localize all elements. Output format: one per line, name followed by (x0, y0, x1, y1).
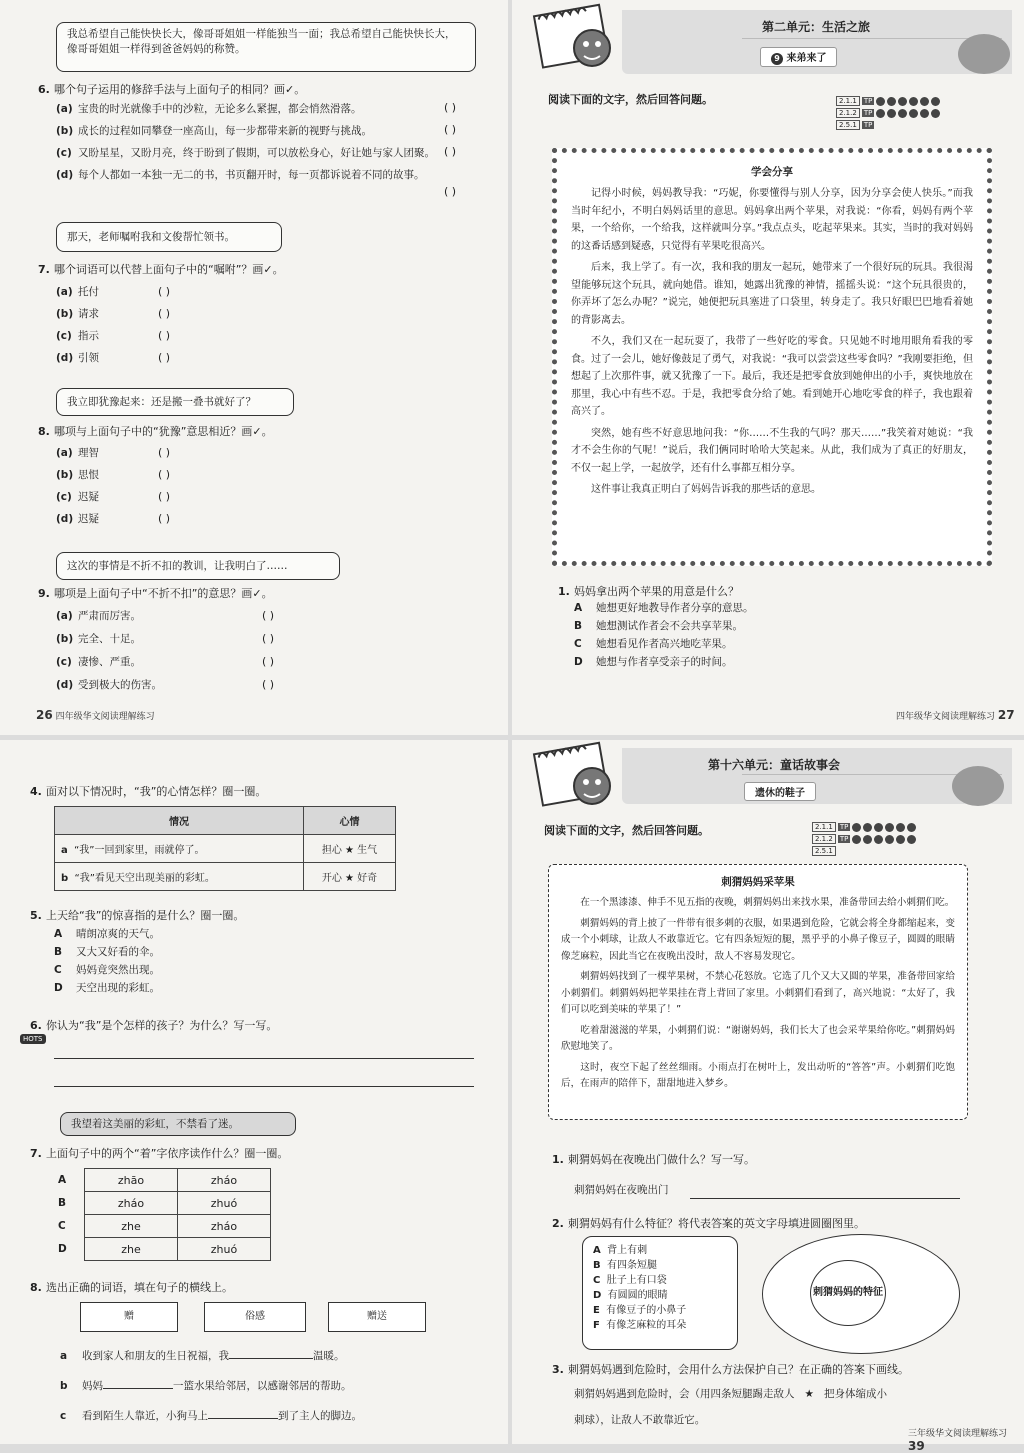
question-number: 3. (552, 1363, 564, 1376)
option-label: (a) (56, 286, 73, 298)
option-text: 有四条短腿 (606, 1260, 657, 1271)
quote-box (60, 1112, 296, 1136)
question-number: 8. (30, 1281, 42, 1294)
situation-text: “我”看见天空出现美丽的彩虹。 (74, 873, 215, 884)
question-text: 选出正确的词语，填在句子的横线上。 (46, 1281, 233, 1294)
question-1 (552, 1152, 992, 1167)
tp-label: TP (839, 823, 849, 831)
answer-line[interactable] (54, 1058, 474, 1059)
row-label: b (61, 873, 69, 884)
option (56, 656, 141, 670)
option-text: 引领 (78, 352, 99, 364)
option-label: D (574, 656, 583, 668)
blank-line[interactable] (229, 1358, 313, 1359)
option-label: (c) (56, 491, 72, 503)
story-title: 刺猬妈妈采苹果 (721, 876, 795, 888)
page-number: 27 (997, 708, 1015, 722)
mood-options[interactable]: 开心 ★ 好奇 (304, 863, 396, 891)
option[interactable] (574, 620, 743, 634)
sentence-pre: 妈妈 (82, 1380, 103, 1392)
question-number: 8. (38, 425, 50, 438)
option-label: (b) (56, 125, 74, 137)
fill-sentence (60, 1350, 345, 1364)
option-label: A (58, 1174, 67, 1186)
answer-paren[interactable]: ( ) (262, 632, 275, 645)
story-paragraph: 刺猬妈妈找到了一棵苹果树，不禁心花怒放。它选了几个又大又圆的苹果，准备带回家给小刺猬们。刺猬妈妈把苹果挂在背上背回了家里。小刺猬们看到了，高兴地说：“太好了，我们可以吃到美味的苹果了！” (561, 971, 955, 1016)
quote-text: 这次的事情是不折不扣的教训，让我明白了…… (67, 560, 288, 572)
option-label: (b) (56, 308, 74, 320)
sentence-part[interactable]: 刺猬妈妈遇到危险时，会（用四条短腿踢走敌人 (574, 1388, 795, 1400)
tp-code: 2.1.1 (812, 822, 836, 832)
option (593, 1273, 727, 1288)
answer-paren[interactable]: ( ) (444, 145, 457, 158)
option (56, 330, 99, 344)
tp-bar-1 (812, 822, 916, 832)
answer-sentence (574, 1388, 994, 1402)
option-label: B (574, 620, 583, 632)
option-label: E (593, 1305, 600, 1316)
mascot-icon (532, 740, 628, 818)
story-paragraph: 这件事让我真正明白了妈妈告诉我的那些话的意思。 (591, 484, 821, 496)
question-number: 2. (552, 1217, 564, 1230)
blank-line[interactable] (103, 1388, 173, 1389)
page-27 (512, 0, 1024, 735)
fill-sentence (60, 1380, 352, 1394)
option (593, 1303, 727, 1318)
option (56, 352, 99, 366)
unit-title: 第十六单元：童话故事会 (708, 758, 841, 772)
answer-paren[interactable]: ( ) (158, 446, 171, 459)
tomato-icon (958, 34, 1010, 74)
story-paragraph: 不久，我们又在一起玩耍了，我带了一些好吃的零食。只见她不时地用眼角看我的零食。过了一会儿，她好像鼓足了勇气，对我说：“我可以尝尝这些零食吗？”我刚要拒绝，但想起了上次那件事，就又犹豫了一下。最后，我还是把零食放到她伸出的小手，爽快地放在那里，我心中有些不忍。于是，我把零食分给了她。看到她开心地吃零食的样子，我也跟着高兴了。 (571, 336, 973, 418)
answer-paren[interactable]: ( ) (262, 655, 275, 668)
tp-bar-3 (812, 846, 836, 856)
option-label: A (593, 1245, 601, 1256)
feature-options-box (582, 1236, 738, 1350)
page-footer (36, 708, 155, 722)
option-label: C (58, 1220, 66, 1232)
option-label: F (593, 1320, 600, 1331)
option-text: 宝贵的时光就像手中的沙粒，无论多么紧握，都会悄然滑落。 (78, 103, 362, 115)
option-label: (a) (56, 610, 73, 622)
option-label: (c) (56, 330, 72, 342)
option-text: 严肃而厉害。 (78, 610, 141, 622)
question-number: 1. (552, 1153, 564, 1166)
mood-table (54, 806, 396, 891)
tp-label: TP (863, 97, 873, 105)
lesson-title: 遗休的鞋子 (744, 782, 816, 801)
option-text: 她想与作者享受亲子的时间。 (596, 656, 733, 668)
answer-paren[interactable]: ( ) (262, 609, 275, 622)
option-label: B (593, 1260, 601, 1271)
answer-paren[interactable]: ( ) (158, 490, 171, 503)
answer-paren[interactable]: ( ) (262, 678, 275, 691)
story-paragraph: 记得小时候，妈妈教导我：“巧妮，你要懂得与别人分享，因为分享会使人快乐。”而我当时年纪小，不明白妈妈话里的意思。妈妈拿出两个苹果，对我说：“你看，妈妈有两个苹果，一个给你，一个给我，这样就叫分享。”我点点头，吃起苹果来。其实，当时的我对妈妈的这番话感到疑惑，只觉得有苹果吃很高兴。 (571, 188, 973, 252)
table-row[interactable] (85, 1169, 271, 1192)
option (56, 610, 141, 624)
quote-box-3 (56, 388, 294, 416)
option-text: 托付 (78, 286, 99, 298)
answer-sentence-end: 刺球），让敌人不敢靠近它。 (574, 1414, 706, 1426)
option (56, 633, 141, 647)
option-text: 成长的过程如同攀登一座高山，每一步都带来新的视野与挑战。 (78, 125, 372, 137)
option[interactable] (54, 946, 160, 960)
circle-map-center: 刺猬妈妈的特征 (810, 1260, 886, 1326)
option-label: B (58, 1197, 67, 1209)
question-text: 刺猬妈妈遇到危险时，会用什么方法保护自己？在正确的答案下画线。 (568, 1363, 909, 1376)
story-paragraph: 后来，我上学了。有一次，我和我的朋友一起玩，她带来了一个很好玩的玩具。我很渴望能够玩这个玩具，就向她借。谁知，她露出犹豫的神情，摇摇头说：“这个玩具很贵的，你弄坏了怎么办呢？”说完，她便把玩具塞进了口袋里，转身走了。我只好眼巴巴地看着她的背影离去。 (571, 262, 973, 326)
option-text: 妈妈竟突然出现。 (76, 964, 160, 976)
tp-label: TP (839, 835, 849, 843)
situation-text: “我”一回到家里，雨就停了。 (74, 845, 205, 856)
option-label: C (574, 638, 582, 650)
tp-bar-3 (836, 120, 874, 130)
option-label: (a) (56, 103, 73, 115)
option-text: 受到极大的伤害。 (78, 679, 162, 691)
sentence-pre: 收到家人和朋友的生日祝福，我 (82, 1350, 229, 1362)
tp-code: 2.1.2 (812, 834, 836, 844)
story-title: 学会分享 (751, 166, 793, 178)
pinyin-table (84, 1168, 271, 1261)
answer-paren[interactable]: ( ) (158, 512, 171, 525)
option (56, 469, 99, 483)
question-5 (30, 908, 490, 923)
question-8 (38, 424, 498, 439)
option (593, 1318, 727, 1333)
question-9 (38, 586, 498, 601)
table-row[interactable] (85, 1238, 271, 1261)
question-6 (30, 1018, 490, 1033)
question-text: 哪个词语可以代替上面句子中的“嘱咐”？画✓。 (54, 263, 284, 276)
question-number: 6. (38, 83, 50, 96)
page-number: 39 (908, 1439, 925, 1453)
answer-paren[interactable]: ( ) (158, 285, 171, 298)
pinyin-cell: zháo (178, 1169, 271, 1192)
pinyin-cell: zháo (178, 1215, 271, 1238)
option-label: D (58, 1243, 67, 1255)
question-text: 哪项是上面句子中“不折不扣”的意思？画✓。 (54, 587, 273, 600)
option-label: (b) (56, 633, 74, 645)
option-text: 她想看见作者高兴地吃苹果。 (596, 638, 733, 650)
option-text: 又盼星星，又盼月亮，终于盼到了假期，可以放松身心，好让她与家人团聚。 (78, 147, 435, 159)
tp-bar-2 (812, 834, 916, 844)
answer-paren[interactable]: ( ) (158, 329, 171, 342)
question-text: 哪项与上面句子中的“犹豫”意思相近？画✓。 (54, 425, 273, 438)
question-text: 上面句子中的两个“着”字依序读作什么？圈一圈。 (46, 1147, 289, 1160)
tp-bar-2 (836, 108, 940, 118)
option-text: 完全、十足。 (78, 633, 141, 645)
question-7 (30, 1146, 490, 1161)
option-label: A (54, 928, 63, 940)
option-text: 她想更好地教导作者分享的意思。 (596, 602, 754, 614)
story-paragraph: 这时，夜空下起了丝丝细雨。小雨点打在树叶上，发出动听的“答答”声。小刺猬们吃饱后，在雨声的陪伴下，甜甜地进入梦乡。 (561, 1061, 955, 1090)
quote-text: 我望着这美丽的彩虹，不禁看了迷。 (71, 1118, 239, 1130)
option[interactable] (54, 928, 160, 942)
instruction: 阅读下面的文字，然后回答问题。 (548, 93, 713, 106)
option-label: (b) (56, 469, 74, 481)
option (56, 169, 436, 183)
tp-label: TP (863, 121, 873, 129)
pinyin-cell: zhuó (178, 1192, 271, 1215)
word-choice[interactable]: 俗感 (204, 1302, 306, 1332)
page-26 (0, 0, 508, 735)
option (56, 491, 99, 505)
option (56, 125, 436, 139)
option-text: 有圆圆的眼睛 (607, 1290, 668, 1301)
question-4 (30, 784, 490, 799)
option-text: 有像豆子的小鼻子 (606, 1305, 687, 1316)
option-label: b (60, 1380, 68, 1392)
story-paragraph: 在一个黑漆漆、伸手不见五指的夜晚，刺猬妈妈出来找水果，准备带回去给小刺猬们吃。 (580, 897, 955, 909)
option-label: (d) (56, 169, 74, 181)
quote-box-2 (56, 222, 282, 252)
option[interactable] (574, 638, 733, 652)
question-6 (38, 82, 498, 97)
sentence-post: 一篮水果给邻居，以感谢邻居的帮助。 (173, 1380, 352, 1392)
question-text: 你认为“我”是个怎样的孩子？为什么？写一写。 (46, 1019, 278, 1032)
quote-text: 我立即犹豫起来：还是搬一叠书就好了？ (67, 396, 256, 408)
quote-box-1 (56, 22, 476, 72)
tp-code: 2.1.1 (836, 96, 860, 106)
question-number: 7. (38, 263, 50, 276)
option-text: 天空出现的彩虹。 (76, 982, 160, 994)
question-2 (552, 1216, 1002, 1231)
sentence-post: 到了主人的脚边。 (278, 1410, 362, 1422)
hots-badge: HOTS (20, 1034, 46, 1044)
sentence-post: 温暖。 (313, 1350, 345, 1362)
tp-code: 2.1.2 (836, 108, 860, 118)
story-paragraph: 刺猬妈妈的背上披了一件带有很多刺的衣服，如果遇到危险，它就会将全身都缩起来，变成一个小刺球，让敌人不敢靠近它。它有四条短短的腿，黑乎乎的小鼻子像豆子，圆圆的眼睛像芝麻粒，因此当它在夜晚出没时，敌人不容易发现它。 (561, 917, 955, 962)
header-situation: 情况 (55, 807, 304, 835)
footer-text: 四年级华文阅读理解练习 (896, 712, 996, 722)
option-text: 晴朗凉爽的天气。 (76, 928, 160, 940)
answer-line[interactable] (690, 1198, 960, 1199)
lesson-title (760, 47, 837, 67)
option[interactable] (574, 656, 733, 670)
quote-text: 那天，老师嘱咐我和文俊帮忙领书。 (67, 231, 235, 243)
option-label: (c) (56, 656, 72, 668)
option (593, 1243, 727, 1258)
option (56, 679, 162, 693)
option-text: 她想测试作者会不会共享苹果。 (596, 620, 743, 632)
option-label: (d) (56, 513, 74, 525)
page-bottom-left (0, 740, 508, 1444)
sentence-part[interactable]: 把身体缩成小 (823, 1388, 887, 1400)
option (56, 447, 99, 461)
answer-paren[interactable]: ( ) (158, 351, 171, 364)
option-text: 肚子上有口袋 (606, 1275, 667, 1286)
answer-paren[interactable]: ( ) (444, 101, 457, 114)
option-text: 又大又好看的伞。 (76, 946, 160, 958)
question-3 (552, 1362, 1002, 1377)
story-paragraph: 吃着甜滋滋的苹果，小刺猬们说：“谢谢妈妈，我们长大了也会采苹果给你吃。”刺猬妈妈欣慰地笑了。 (561, 1024, 955, 1053)
option[interactable] (574, 602, 754, 616)
option-label: (c) (56, 147, 72, 159)
option[interactable] (54, 982, 160, 996)
star-icon: ★ (804, 1388, 814, 1400)
option-text: 凄惨、严重。 (78, 656, 141, 668)
story-paragraph: 突然，她有些不好意思地问我：“你……不生我的气吗？那天……”我笑着对她说：“我才不会生你的气呢！”说后，我们俩同时哈哈大笑起来。从此，我们成为了真正的好朋友，不仅一起上学，一起放学，还有什么事都互相分享。 (571, 427, 973, 474)
option-text: 有像芝麻粒的耳朵 (606, 1320, 687, 1331)
quote-text: 我总希望自己能快快长大，像哥哥姐姐一样能独当一面；我总希望自己能快快长大，像哥哥姐姐一样得到爸爸妈妈的称赞。 (67, 28, 456, 56)
question-text: 刺猬妈妈在夜晚出门做什么？写一写。 (568, 1153, 755, 1166)
option-label: C (54, 964, 62, 976)
option-text: 请求 (78, 308, 99, 320)
option-label: B (54, 946, 63, 958)
pinyin-cell: zhe (85, 1215, 178, 1238)
pinyin-cell: zhuó (178, 1238, 271, 1261)
option-label: (d) (56, 679, 74, 691)
lesson-number: 9 (771, 53, 783, 65)
answer-paren[interactable]: ( ) (158, 468, 171, 481)
blank-line[interactable] (208, 1418, 278, 1419)
question-number: 1. (558, 585, 570, 598)
table-row[interactable] (85, 1192, 271, 1215)
word-choice[interactable]: 赠 (80, 1302, 178, 1332)
answer-paren[interactable]: ( ) (444, 185, 457, 198)
tp-code: 2.5.1 (812, 846, 836, 856)
answer-prefix: 刺猬妈妈在夜晚出门 (574, 1184, 669, 1196)
answer-paren[interactable]: ( ) (444, 123, 457, 136)
option-text: 迟疑 (78, 513, 99, 525)
tp-label: TP (863, 109, 873, 117)
mascot-icon (532, 2, 628, 80)
option (56, 103, 436, 117)
option-label: D (54, 982, 63, 994)
option-label: a (60, 1350, 68, 1362)
lesson-name: 来弟来了 (786, 53, 827, 64)
tp-bar-1 (836, 96, 940, 106)
tomato-icon (952, 766, 1004, 806)
option (56, 308, 99, 322)
option-text: 理智 (78, 447, 99, 459)
sentence-pre: 看到陌生人靠近，小狗马上 (82, 1410, 208, 1422)
option-text: 迟疑 (78, 491, 99, 503)
option-text: 指示 (78, 330, 99, 342)
question-number: 7. (30, 1147, 42, 1160)
pinyin-cell: zhe (85, 1238, 178, 1261)
question-text: 上天给“我”的惊喜指的是什么？圈一圈。 (46, 909, 245, 922)
table-row (55, 863, 396, 891)
option (56, 286, 99, 300)
quote-box-4 (56, 552, 340, 580)
fill-sentence (60, 1410, 362, 1424)
question-number: 4. (30, 785, 42, 798)
option[interactable] (54, 964, 160, 978)
header-mood: 心情 (304, 807, 396, 835)
option-label: A (574, 602, 583, 614)
pinyin-cell: zháo (85, 1192, 178, 1215)
option-text: 思恨 (78, 469, 99, 481)
word-choice[interactable]: 赠送 (328, 1302, 426, 1332)
page-footer (896, 708, 1015, 722)
row-label: a (61, 845, 68, 856)
option-label: C (593, 1275, 601, 1286)
page-footer (908, 1426, 1024, 1453)
instruction: 阅读下面的文字，然后回答问题。 (544, 824, 709, 837)
option-label: (d) (56, 352, 74, 364)
question-number: 6. (30, 1019, 42, 1032)
question-text: 妈妈拿出两个苹果的用意是什么？ (574, 585, 739, 598)
story-box (552, 148, 992, 566)
option (56, 513, 99, 527)
option-label: c (60, 1410, 67, 1422)
option-label: (a) (56, 447, 73, 459)
situation-cell (55, 835, 304, 863)
page-39 (512, 740, 1024, 1453)
option-label: D (593, 1290, 602, 1301)
question-7 (38, 262, 498, 277)
question-text: 面对以下情况时，“我”的心情怎样？圈一圈。 (46, 785, 267, 798)
mood-options[interactable]: 担心 ★ 生气 (304, 835, 396, 863)
footer-text: 三年级华文阅读理解练习 (908, 1429, 1008, 1439)
footer-text: 四年级华文阅读理解练习 (55, 712, 155, 722)
question-number: 5. (30, 909, 42, 922)
table-row (55, 835, 396, 863)
pinyin-cell: zhāo (85, 1169, 178, 1192)
question-1 (558, 584, 998, 599)
table-row[interactable] (85, 1215, 271, 1238)
banner-divider (742, 38, 1002, 39)
question-text: 哪个句子运用的修辞手法与上面句子的相同？画✓。 (54, 83, 306, 96)
situation-cell (55, 863, 304, 891)
question-text: 刺猬妈妈有什么特征？将代表答案的英文字母填进圆圈图里。 (568, 1217, 865, 1230)
tp-code: 2.5.1 (836, 120, 860, 130)
option-text: 每个人都如一本独一无二的书，书页翻开时，每一页都诉说着不同的故事。 (78, 169, 425, 181)
option (56, 147, 436, 161)
question-8 (30, 1280, 490, 1295)
unit-title: 第二单元：生活之旅 (762, 20, 871, 34)
story-box (548, 864, 968, 1120)
question-number: 9. (38, 587, 50, 600)
answer-paren[interactable]: ( ) (158, 307, 171, 320)
option-text: 背上有刺 (607, 1245, 648, 1256)
answer-line[interactable] (54, 1086, 474, 1087)
option (593, 1258, 727, 1273)
page-number: 26 (36, 708, 53, 722)
option (593, 1288, 727, 1303)
